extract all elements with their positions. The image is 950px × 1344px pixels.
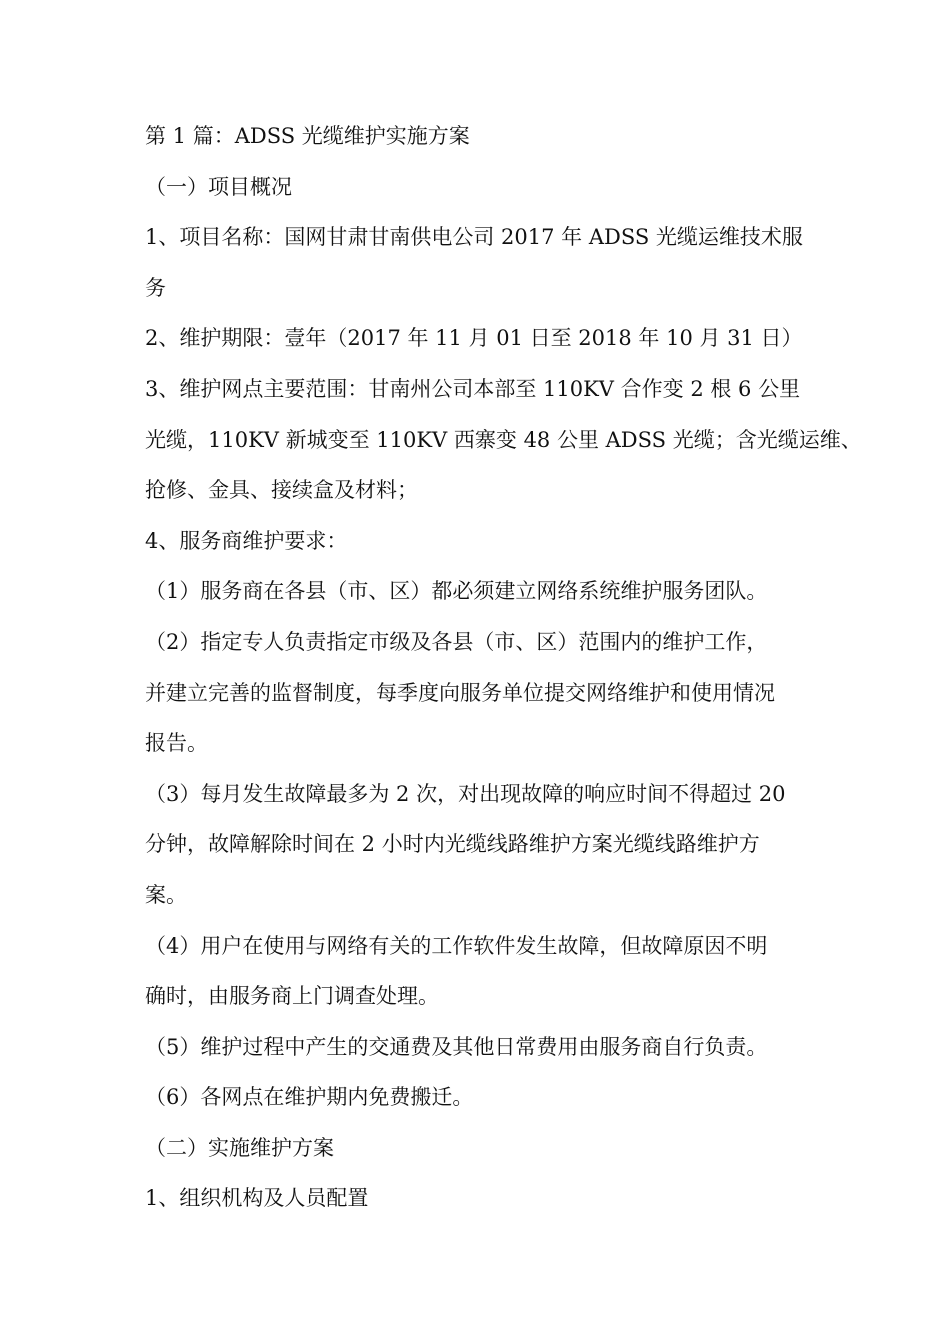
- paragraph-line: 抢修、金具、接续盒及材料；: [145, 478, 418, 503]
- paragraph-line: 4、服务商维护要求：: [145, 528, 348, 553]
- paragraph-line: （5）维护过程中产生的交通费及其他日常费用由服务商自行负责。: [145, 1034, 768, 1059]
- paragraph-line: 并建立完善的监督制度，每季度向服务单位提交网络维护和使用情况: [145, 680, 775, 705]
- paragraph-line: 案。: [145, 882, 187, 907]
- document-title: 第 1 篇：ADSS 光缆维护实施方案: [145, 124, 470, 148]
- paragraph-line: 2、维护期限：壹年（2017 年 11 月 01 日至 2018 年 10 月 31 日）: [145, 326, 803, 351]
- section-heading-implementation-plan: （二）实施维护方案: [145, 1135, 334, 1160]
- paragraph-line: （2）指定专人负责指定市级及各县（市、区）范围内的维护工作，: [145, 629, 768, 654]
- paragraph-line: （3）每月发生故障最多为 2 次，对出现故障的响应时间不得超过 20: [145, 781, 786, 806]
- document-body: [145, 111, 862, 1224]
- paragraph-line: 1、项目名称：国网甘肃甘南供电公司 2017 年 ADSS 光缆运维技术服: [145, 225, 803, 250]
- paragraph-line: 1、组织机构及人员配置: [145, 1186, 369, 1211]
- section-heading-project-overview: （一）项目概况: [145, 174, 292, 199]
- paragraph-line: 光缆，110KV 新城变至 110KV 西寨变 48 公里 ADSS 光缆；含光缆运维、: [145, 427, 862, 452]
- paragraph-line: 确时，由服务商上门调查处理。: [145, 984, 439, 1009]
- paragraph-line: 报告。: [145, 731, 208, 756]
- paragraph-line: 务: [145, 275, 166, 300]
- paragraph-line: 3、维护网点主要范围：甘南州公司本部至 110KV 合作变 2 根 6 公里: [145, 376, 801, 401]
- paragraph-line: （1）服务商在各县（市、区）都必须建立网络系统维护服务团队。: [145, 579, 768, 604]
- paragraph-line: （6）各网点在维护期内免费搬迁。: [145, 1085, 474, 1110]
- paragraph-line: （4）用户在使用与网络有关的工作软件发生故障，但故障原因不明: [145, 933, 768, 958]
- paragraph-line: 分钟，故障解除时间在 2 小时内光缆线路维护方案光缆线路维护方: [145, 832, 760, 857]
